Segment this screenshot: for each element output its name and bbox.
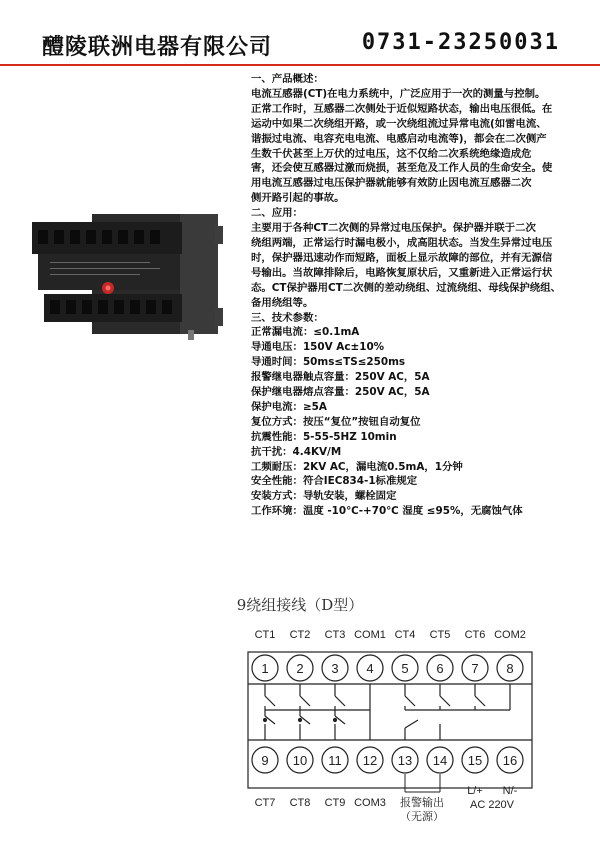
overview-line: 正常工作时，互感器二次侧处于近似短路状态，输出电压很低。在 [251,102,553,115]
terminal-number: 1 [261,661,269,676]
terminal-number: 12 [362,753,378,768]
terminal-label: COM3 [354,797,386,809]
terminal-number: 2 [296,661,304,676]
section-application-heading: 二、应用： [251,207,303,220]
terminal-label: CT5 [429,629,451,641]
application-line: 备用绕组等。 [251,296,314,309]
overview-line: 电流互感器(CT)在电力系统中，广泛应用于一次的测量与控制。 [251,87,546,100]
spec-line: 工作环境：温度 -10℃-+70℃ 湿度 ≤95%，无腐蚀气体 [251,505,523,518]
terminal-label: CT7 [254,797,276,809]
alarm-output-sublabel: （无源） [400,811,444,823]
power-terminal-label: N/- [502,785,518,797]
spec-line: 导通时间：50ms≤TS≤250ms [251,356,406,369]
spec-line: 导通电压：150V Ac±10% [251,341,385,354]
terminal-number: 15 [467,753,483,768]
terminal-label: COM1 [354,629,386,641]
terminal-number: 10 [292,753,308,768]
overview-line: 运动中如果二次绕组开路，或一次绕组流过异常电流(如雷电流、 [251,117,547,130]
terminal-number: 14 [432,753,448,768]
terminal-number: 5 [401,661,409,676]
application-line: 主要用于各种CT二次侧的异常过电压保护。保护器并联于二次 [251,222,536,235]
spec-line: 保护电流：≥5A [251,400,327,413]
overview-line: 生数千伏甚至上万伏的过电压，这不仅给二次系统绝缘造成危 [251,147,532,160]
product-description [251,72,581,519]
terminal-number: 4 [366,661,374,676]
terminal-label: COM2 [494,629,526,641]
terminal-number: 13 [397,753,413,768]
spec-line: 安全性能：符合IEC834-1标准规定 [251,475,418,488]
company-name: 醴陵联洲电器有限公司 [42,35,273,60]
overview-line: 侧开路引起的事故。 [251,192,345,205]
spec-line: 抗干扰：4.4KV/M [251,445,342,458]
overview-line: 害，还会使互感器过激而烧损，甚至危及工作人员的生命安全。使 [251,162,553,175]
terminal-number: 9 [261,753,269,768]
terminal-number: 8 [506,661,514,676]
terminal-number: 3 [331,661,339,676]
terminal-label: CT6 [464,629,486,641]
power-voltage-label: AC 220V [469,799,515,811]
spec-line: 报警继电器触点容量：250V AC，5A [251,371,430,384]
application-line: 绕组两端，正常运行时漏电极小，成高阻状态。当发生异常过电压 [251,236,553,249]
overview-line: 谐振过电流、电容充电电流、电感启动电流等)，都会在二次侧产 [251,132,547,145]
overview-line: 用电流互感器过电压保护器就能够有效防止因电流互感器二次 [251,177,532,190]
application-line: 时，保护器迅速动作而短路，面板上显示故障的部位，并有无源信 [251,251,553,264]
terminal-label: CT3 [324,629,346,641]
terminal-number: 7 [471,661,479,676]
spec-line: 工频耐压：2KV AC，漏电流0.5mA，1分钟 [251,460,463,473]
device-photo [30,212,230,342]
spec-line: 保护继电器熔点容量：250V AC，5A [251,386,430,399]
terminal-number: 6 [436,661,444,676]
alarm-output-label: 报警输出 [400,797,444,809]
wiring-diagram-title: 9绕组接线（D型） [236,596,364,614]
application-line: 号输出。当故障排除后，电路恢复原状后，又重新进入正常运行状 [251,266,553,279]
terminal-label: CT4 [394,629,416,641]
terminal-label: CT9 [324,797,346,809]
section-specs-heading: 三、技术参数： [251,311,324,324]
application-line: 态。CT保护器用CT二次侧的差动绕组、过流绕组、母线保护绕组、 [251,281,561,294]
spec-line: 抗震性能：5-55-5HZ 10min [251,430,397,443]
terminal-number: 16 [502,753,518,768]
spec-line: 复位方式：按压“复位”按钮自动复位 [251,415,421,428]
wiring-diagram [240,620,540,840]
spec-line: 正常漏电流：≤0.1mA [251,326,360,339]
spec-line: 安装方式：导轨安装，螺栓固定 [251,490,397,503]
terminal-label: CT8 [289,797,311,809]
phone-number: 0731-23250031 [361,30,560,55]
terminal-label: CT1 [254,629,276,641]
terminal-number: 11 [328,753,342,768]
terminal-label: CT2 [289,629,311,641]
section-overview-heading: 一、产品概述： [251,73,324,85]
header-divider [0,64,600,66]
power-terminal-label: L/+ [467,785,483,797]
page-header [0,0,600,66]
